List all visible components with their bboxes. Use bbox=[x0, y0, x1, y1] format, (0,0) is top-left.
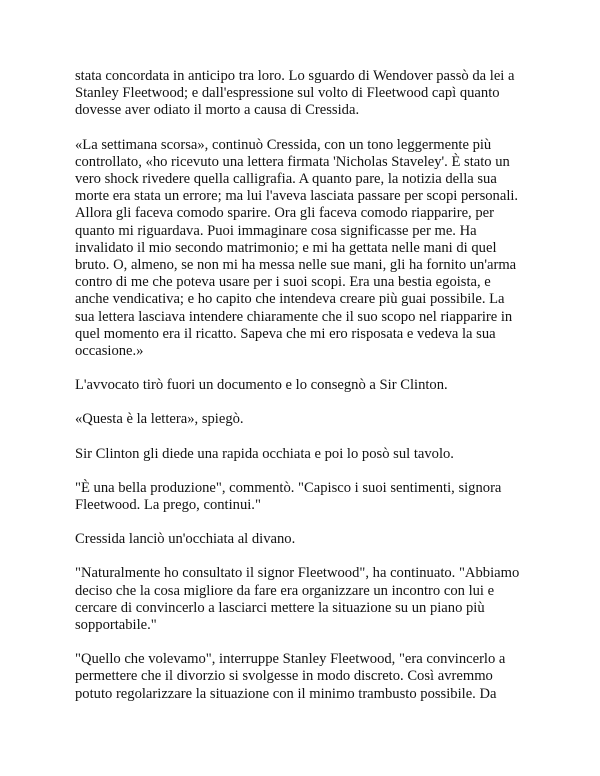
paragraph-3 bbox=[75, 377, 530, 394]
text-line: "Naturalmente ho consultato il signor Fleetwood", ha continuato. "Abbiamo bbox=[75, 565, 520, 582]
paragraph-4 bbox=[75, 411, 530, 428]
text-line: controllato, «ho ricevuto una lettera firmata 'Nicholas Staveley'. È stato un bbox=[75, 153, 510, 170]
text-line: potuto regolarizzare la situazione con il minimo trambusto possibile. Da bbox=[75, 685, 497, 702]
text-line: Fleetwood. La prego, continui." bbox=[75, 497, 261, 514]
text-line: permettere che il divorzio si svolgesse in modo discreto. Così avremmo bbox=[75, 668, 493, 685]
text-line: invalidato il mio secondo matrimonio; e mi ha gettata nelle mani di quel bbox=[75, 239, 497, 256]
paragraph-1 bbox=[75, 68, 530, 120]
text-line: Allora gli faceva comodo sparire. Ora gli faceva comodo riapparire, per bbox=[75, 205, 494, 222]
paragraph-8 bbox=[75, 565, 530, 634]
text-line: «La settimana scorsa», continuò Cressida, con un tono leggermente più bbox=[75, 136, 492, 153]
paragraph-9 bbox=[75, 651, 530, 703]
text-line: Sir Clinton gli diede una rapida occhiata e poi lo posò sul tavolo. bbox=[75, 445, 454, 462]
text-line: sua lettera lasciava intendere chiaramente che il suo scopo nel riapparire in bbox=[75, 308, 513, 325]
text-line: Cressida lanciò un'occhiata al divano. bbox=[75, 531, 296, 548]
text-line: occasione.» bbox=[75, 343, 144, 360]
paragraph-6 bbox=[75, 480, 530, 514]
paragraph-2 bbox=[75, 137, 530, 361]
document-page bbox=[75, 68, 530, 720]
text-line: morte era stata un errore; ma lui l'aveva lasciata passare per scopi personali. bbox=[75, 188, 519, 205]
paragraph-5 bbox=[75, 446, 530, 463]
text-line: contro di me che poteva usare per i suoi scopi. Era una bestia egoista, e bbox=[75, 274, 491, 291]
text-line: "È una bella produzione", commentò. "Capisco i suoi sentimenti, signora bbox=[75, 479, 502, 496]
text-line: L'avvocato tirò fuori un documento e lo consegnò a Sir Clinton. bbox=[75, 377, 448, 394]
text-line: vero shock rivedere quella calligrafia. A quanto pare, la notizia della sua bbox=[75, 171, 497, 188]
text-line: deciso che la cosa migliore da fare era organizzare un incontro con lui e bbox=[75, 582, 495, 599]
text-line: dovesse aver odiato il morto a causa di Cressida. bbox=[75, 102, 360, 119]
text-line: stata concordata in anticipo tra loro. Lo sguardo di Wendover passò da lei a bbox=[75, 68, 515, 84]
text-line: Stanley Fleetwood; e dall'espressione sul volto di Fleetwood capì quanto bbox=[75, 85, 500, 102]
paragraph-7 bbox=[75, 531, 530, 548]
text-line: cercare di convincerlo a lasciarci mettere la situazione su un piano più bbox=[75, 599, 485, 616]
text-line: anche vendicativa; e ho capito che intendeva creare più guai possibile. La bbox=[75, 291, 505, 308]
text-line: «Questa è la lettera», spiegò. bbox=[75, 411, 244, 428]
text-line: quanto mi riguardava. Puoi immaginare cosa significasse per me. Ha bbox=[75, 222, 477, 239]
text-line: quel momento era il ricatto. Sapeva che mi ero risposata e vedeva la sua bbox=[75, 325, 496, 342]
text-line: bruto. O, almeno, se non mi ha messa nelle sue mani, gli ha fornito un'arma bbox=[75, 257, 517, 274]
text-line: "Quello che volevamo", interruppe Stanley Fleetwood, "era convincerlo a bbox=[75, 651, 506, 668]
text-line: sopportabile." bbox=[75, 617, 157, 634]
